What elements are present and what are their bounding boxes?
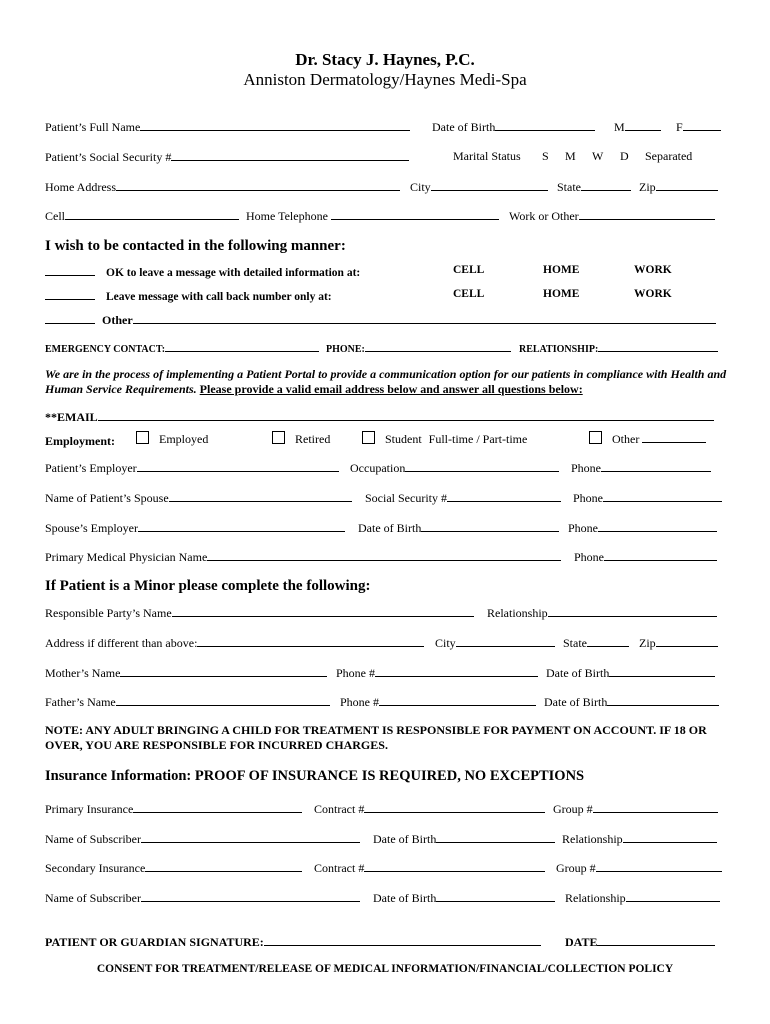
spouse-dob-row [358, 520, 559, 536]
subscriber1-row [45, 831, 360, 847]
city-row [410, 179, 548, 195]
ssn-field[interactable] [171, 149, 409, 161]
contact-option-1-label: OK to leave a message with detailed information at: [106, 267, 361, 279]
primary-ins-label: Primary Insurance [45, 802, 134, 816]
father-dob-field[interactable] [607, 694, 719, 706]
home-address-row [45, 179, 400, 195]
minor-address-row [45, 635, 424, 651]
dob-field[interactable] [495, 119, 595, 131]
spouse-phone-row [573, 490, 722, 506]
student-checkbox[interactable] [362, 431, 375, 444]
subscriber1-label: Name of Subscriber [45, 832, 141, 846]
occupation-field[interactable] [405, 460, 559, 472]
other-emp-label: Other [612, 432, 640, 446]
page-title: Dr. Stacy J. Haynes, P.C. [295, 50, 475, 69]
minor-state-label: State [563, 636, 587, 650]
mother-row [45, 665, 327, 681]
physician-phone-label: Phone [574, 550, 604, 564]
city-field[interactable] [431, 179, 548, 191]
spouse-ssn-field[interactable] [447, 490, 561, 502]
subscriber1-dob-label: Date of Birth [373, 832, 437, 846]
subscriber2-dob-row [373, 890, 555, 906]
opt2-home[interactable]: HOME [543, 288, 580, 300]
work-phone-label: Work or Other [509, 209, 579, 223]
marital-separated[interactable]: Separated [645, 149, 693, 163]
father-dob-row [544, 694, 719, 710]
spouse-phone-label: Phone [573, 491, 603, 505]
contact-option-1-field[interactable] [45, 264, 95, 276]
spouse-ssn-row [365, 490, 561, 506]
father-label: Father’s Name [45, 695, 116, 709]
secondary-ins-field[interactable] [145, 860, 302, 872]
primary-group-field[interactable] [593, 801, 718, 813]
marital-w[interactable]: W [592, 149, 604, 163]
home-phone-label: Home Telephone [246, 209, 328, 223]
secondary-contract-row [314, 860, 545, 876]
sig-date-row [565, 934, 715, 950]
ssn-row [45, 149, 409, 165]
mother-phone-row [336, 665, 538, 681]
opt1-work[interactable]: WORK [634, 264, 672, 276]
subscriber1-rel-label: Relationship [562, 832, 623, 846]
physician-row [45, 549, 561, 565]
portal-instruction: Please provide a valid email address below and answer all questions below: [199, 382, 583, 396]
mother-phone-label: Phone # [336, 666, 375, 680]
contact-other-check[interactable] [45, 312, 95, 324]
spouse-name-field[interactable] [169, 490, 352, 502]
emergency-phone-row [326, 342, 511, 355]
minor-city-row [435, 635, 555, 651]
spouse-emp-phone-label: Phone [568, 521, 598, 535]
portal-notice [45, 367, 735, 397]
marital-m[interactable]: M [565, 149, 576, 163]
student-label: Student [385, 432, 422, 446]
emergency-field[interactable] [165, 342, 319, 352]
primary-ins-field[interactable] [133, 801, 302, 813]
sig-date-label: DATE [565, 935, 598, 949]
primary-contract-row [314, 801, 545, 817]
spouse-emp-phone-field[interactable] [598, 520, 717, 532]
student-option[interactable] [362, 431, 527, 447]
minor-city-field[interactable] [456, 635, 555, 647]
fulltime-label: Full-time / Part-time [428, 432, 528, 446]
spouse-ssn-label: Social Security # [365, 491, 447, 505]
sex-f-label: F [676, 120, 683, 134]
secondary-contract-label: Contract # [314, 861, 365, 875]
father-phone-label: Phone # [340, 695, 379, 709]
zip-field[interactable] [656, 179, 718, 191]
minor-zip-row [639, 635, 718, 651]
emergency-rel-field[interactable] [598, 342, 718, 352]
father-field[interactable] [116, 694, 330, 706]
contact-option-2-label: Leave message with call back number only at: [106, 291, 332, 303]
primary-group-label: Group # [553, 802, 593, 816]
employer-field[interactable] [137, 460, 339, 472]
mother-dob-field[interactable] [609, 665, 715, 677]
physician-label: Primary Medical Physician Name [45, 550, 208, 564]
sex-m [614, 119, 661, 135]
opt2-cell[interactable]: CELL [453, 288, 485, 300]
zip-row [639, 179, 718, 195]
retired-option[interactable] [272, 431, 330, 447]
sig-date-field[interactable] [597, 934, 715, 946]
employer-label: Patient’s Employer [45, 461, 137, 475]
sex-f [676, 119, 721, 135]
full-name-field[interactable] [140, 119, 410, 131]
work-phone-field[interactable] [579, 208, 715, 220]
minor-note: NOTE: ANY ADULT BRINGING A CHILD FOR TREATMENT IS RESPONSIBLE FOR PAYMENT ON ACCOUNT. IF 18 OR OVER, YOU ARE RESPONSIBLE FOR INCURRED CHARGES. [45, 723, 707, 752]
primary-group-row [553, 801, 718, 817]
secondary-group-label: Group # [556, 861, 596, 875]
spouse-employer-row [45, 520, 345, 536]
marital-label: Marital Status [453, 149, 521, 163]
minor-city-label: City [435, 636, 456, 650]
cell-label: Cell [45, 209, 65, 223]
spouse-dob-label: Date of Birth [358, 521, 422, 535]
other-emp-checkbox[interactable] [589, 431, 602, 444]
contact-other-field[interactable] [133, 312, 716, 324]
father-phone-row [340, 694, 536, 710]
home-address-field[interactable] [116, 179, 400, 191]
subscriber2-dob-label: Date of Birth [373, 891, 437, 905]
email-field[interactable] [98, 409, 714, 421]
physician-field[interactable] [207, 549, 561, 561]
full-name-row [45, 119, 410, 135]
marital-d[interactable]: D [620, 149, 629, 163]
secondary-ins-row [45, 860, 302, 876]
cell-field[interactable] [65, 208, 239, 220]
minor-address-field[interactable] [197, 635, 424, 647]
retired-checkbox[interactable] [272, 431, 285, 444]
subscriber1-field[interactable] [141, 831, 360, 843]
contact-other-row [45, 312, 716, 328]
spouse-dob-field[interactable] [421, 520, 559, 532]
signature-label: PATIENT OR GUARDIAN SIGNATURE: [45, 935, 264, 949]
minor-state-field[interactable] [587, 635, 629, 647]
secondary-group-field[interactable] [596, 860, 722, 872]
email-row [45, 409, 714, 425]
state-row [557, 179, 631, 195]
minor-address-label: Address if different than above: [45, 636, 198, 650]
subscriber2-rel-label: Relationship [565, 891, 626, 905]
minor-state-row [563, 635, 629, 651]
responsible-row [45, 605, 474, 621]
subscriber2-row [45, 890, 360, 906]
emergency-rel-row [519, 342, 718, 355]
mother-field[interactable] [120, 665, 327, 677]
ssn-label: Patient’s Social Security # [45, 150, 172, 164]
contact-option-2 [45, 288, 332, 304]
responsible-rel-field[interactable] [548, 605, 717, 617]
responsible-field[interactable] [172, 605, 474, 617]
father-row [45, 694, 330, 710]
home-phone-row [246, 208, 499, 224]
minor-heading: If Patient is a Minor please complete the following: [45, 578, 371, 594]
subscriber2-rel-field[interactable] [626, 890, 720, 902]
physician-phone-field[interactable] [604, 549, 717, 561]
employer-phone-label: Phone [571, 461, 601, 475]
employer-phone-row [571, 460, 711, 476]
subscriber2-label: Name of Subscriber [45, 891, 141, 905]
minor-zip-label: Zip [639, 636, 656, 650]
father-phone-field[interactable] [379, 694, 536, 706]
contact-other-label: Other [102, 313, 133, 327]
secondary-contract-field[interactable] [364, 860, 545, 872]
opt1-cell[interactable]: CELL [453, 264, 485, 276]
occupation-row [350, 460, 559, 476]
spouse-name-label: Name of Patient’s Spouse [45, 491, 169, 505]
consent-heading: CONSENT FOR TREATMENT/RELEASE OF MEDICAL INFORMATION/FINANCIAL/COLLECTION POLICY [96, 963, 674, 975]
other-emp-option[interactable] [589, 431, 706, 447]
page-subtitle: Anniston Dermatology/Haynes Medi-Spa [243, 70, 527, 89]
spouse-employer-label: Spouse’s Employer [45, 521, 138, 535]
work-phone-row [509, 208, 715, 224]
primary-contract-field[interactable] [364, 801, 545, 813]
city-label: City [410, 180, 431, 194]
responsible-label: Responsible Party’s Name [45, 606, 172, 620]
minor-zip-field[interactable] [656, 635, 718, 647]
state-field[interactable] [581, 179, 631, 191]
opt1-home[interactable]: HOME [543, 264, 580, 276]
email-label: **EMAIL [45, 410, 98, 424]
emergency-phone-label: PHONE: [326, 344, 365, 355]
contact-option-1 [45, 264, 360, 280]
mother-dob-label: Date of Birth [546, 666, 610, 680]
secondary-ins-label: Secondary Insurance [45, 861, 146, 875]
subscriber1-rel-row [562, 831, 717, 847]
primary-ins-row [45, 801, 302, 817]
employed-option[interactable] [136, 431, 208, 447]
mother-dob-row [546, 665, 715, 681]
retired-label: Retired [295, 432, 331, 446]
signature-row [45, 934, 541, 950]
insurance-heading: Insurance Information: PROOF OF INSURANCE IS REQUIRED, NO EXCEPTIONS [45, 768, 585, 784]
contact-heading: I wish to be contacted in the following manner: [45, 238, 346, 254]
signature-field[interactable] [264, 934, 541, 946]
mother-label: Mother’s Name [45, 666, 121, 680]
zip-label: Zip [639, 180, 656, 194]
sex-f-field[interactable] [683, 119, 721, 131]
physician-phone-row [574, 549, 717, 565]
employer-row [45, 460, 339, 476]
occupation-label: Occupation [350, 461, 406, 475]
state-label: State [557, 180, 581, 194]
portal-text: We are in the process of implementing a Patient Portal to provide a communication option for our patients in compliance with Health and Human Service Requirements. [45, 367, 727, 396]
contact-option-2-field[interactable] [45, 288, 95, 300]
dob-row [432, 119, 595, 135]
employment-label: Employment: [45, 434, 115, 448]
home-address-label: Home Address [45, 180, 116, 194]
employed-label: Employed [159, 432, 209, 446]
other-emp-field[interactable] [642, 431, 706, 443]
primary-contract-label: Contract # [314, 802, 365, 816]
home-phone-field[interactable] [331, 208, 499, 220]
spouse-phone-field[interactable] [603, 490, 722, 502]
emergency-rel-label: RELATIONSHIP: [519, 344, 599, 355]
subscriber1-dob-field[interactable] [436, 831, 555, 843]
subscriber2-dob-field[interactable] [436, 890, 555, 902]
responsible-rel-label: Relationship [487, 606, 548, 620]
cell-row [45, 208, 239, 224]
subscriber1-dob-row [373, 831, 555, 847]
responsible-rel-row [487, 605, 717, 621]
marital-s[interactable]: S [542, 149, 549, 163]
sex-m-label: M [614, 120, 625, 134]
spouse-name-row [45, 490, 352, 506]
spouse-employer-field[interactable] [138, 520, 345, 532]
secondary-group-row [556, 860, 722, 876]
subscriber1-rel-field[interactable] [623, 831, 717, 843]
dob-label: Date of Birth [432, 120, 496, 134]
emergency-row [45, 342, 319, 355]
full-name-label: Patient’s Full Name [45, 120, 141, 134]
father-dob-label: Date of Birth [544, 695, 608, 709]
subscriber2-field[interactable] [141, 890, 360, 902]
spouse-emp-phone-row [568, 520, 717, 536]
emergency-phone-field[interactable] [365, 342, 511, 352]
mother-phone-field[interactable] [375, 665, 538, 677]
emergency-label: EMERGENCY CONTACT: [45, 344, 166, 355]
employed-checkbox[interactable] [136, 431, 149, 444]
subscriber2-rel-row [565, 890, 720, 906]
opt2-work[interactable]: WORK [634, 288, 672, 300]
sex-m-field[interactable] [625, 119, 661, 131]
employer-phone-field[interactable] [601, 460, 711, 472]
